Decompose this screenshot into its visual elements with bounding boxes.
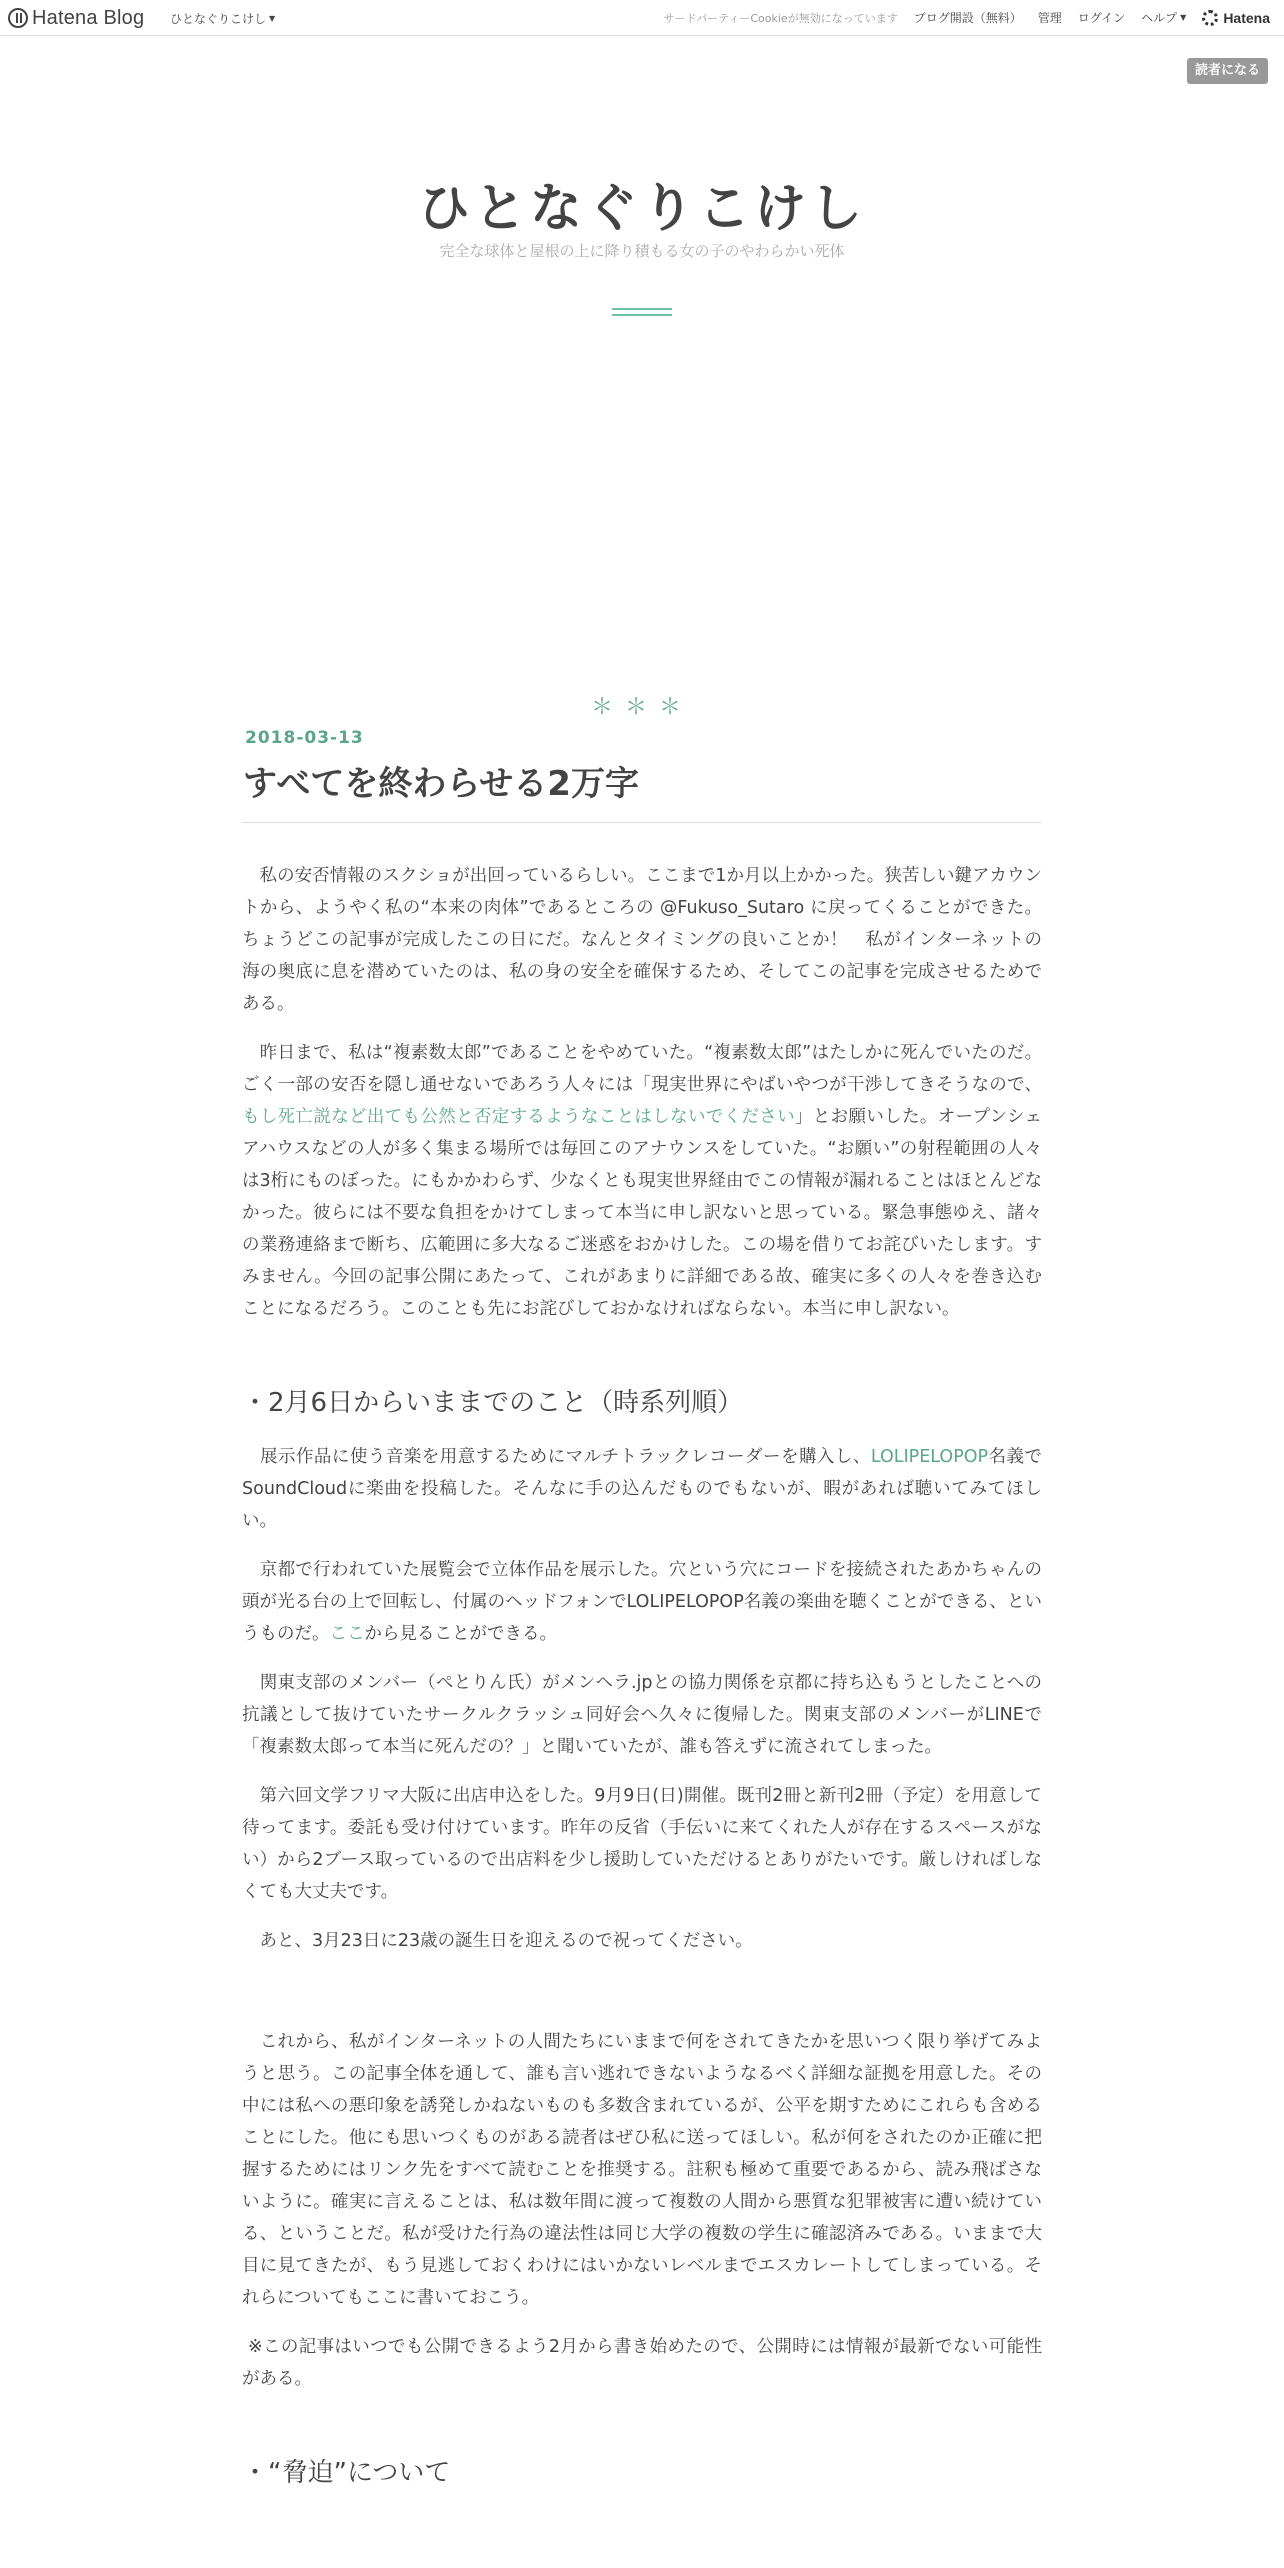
hatena-dots-icon <box>1202 10 1218 26</box>
here-link[interactable]: ここ <box>329 1624 365 1644</box>
paragraph-text: 展示作品に使う音楽を用意するためにマルチトラックレコーダーを購入し、 <box>259 1447 871 1467</box>
caret-down-icon: ▼ <box>1180 13 1187 22</box>
entry-date[interactable]: 2018-03-13 <box>245 728 364 748</box>
entry-content <box>242 860 1042 2511</box>
paragraph <box>242 1667 1042 1763</box>
hatena-menu[interactable] <box>1202 10 1270 26</box>
blog-name-label: ひとなぐりこけし <box>170 12 267 26</box>
paragraph-text: あと、3月23日に23歳の誕生日を迎えるので祝ってください。 <box>259 1931 753 1951</box>
title-divider <box>612 308 672 316</box>
paragraph <box>242 1554 1042 1650</box>
paragraph-text: 昨日まで、私は“複素数太郎”であることをやめていた。“複素数太郎”はたしかに死んでいたのだ。ごく一部の安否を隠し通せないであろう人々には「現実世界にやばいやつが干渉してきそうなので、 <box>242 1043 1043 1095</box>
header-right-menu <box>647 9 1270 26</box>
spacer <box>242 1974 1042 2026</box>
paragraph-text: から見ることができる。 <box>364 1624 557 1644</box>
start-blog-link[interactable]: ブログ開設（無料） <box>913 11 1022 25</box>
admin-link[interactable]: 管理 <box>1037 11 1062 25</box>
login-link[interactable]: ログイン <box>1077 11 1126 25</box>
lolipelopop-link[interactable]: LOLIPELOPOP <box>870 1447 989 1467</box>
entry-title-divider <box>242 822 1042 823</box>
paragraph <box>242 860 1042 1020</box>
paragraph-text: 京都で行われていた展覧会で立体作品を展示した。穴という穴にコードを接続されたあかちゃんの頭が光る台の上で回転し、付属のヘッドフォンでLOLIPELOPOP名義の楽曲を聴くことができる、というものだ。 <box>242 1560 1043 1644</box>
entry-title[interactable]: すべてを終わらせる2万字 <box>243 764 639 804</box>
hatena-blog-logo[interactable] <box>8 6 144 30</box>
subscribe-button[interactable]: 読者になる <box>1187 58 1268 84</box>
paragraph-text: 名義でSoundCloudに楽曲を投稿した。そんなに手の込んだものでもないが、暇があれば聴いてみてほしい。 <box>242 1447 1043 1531</box>
help-label: ヘルプ <box>1141 11 1178 25</box>
blog-name-menu[interactable] <box>170 10 275 27</box>
hatena-blog-logo-icon <box>8 8 28 28</box>
hatena-label: Hatena <box>1223 9 1270 26</box>
hatena-blog-logo-text: Hatena Blog <box>32 6 145 29</box>
section-heading: ・“脅迫”について <box>242 2458 451 2488</box>
paragraph-text: 」とお願いした。オープンシェアハウスなどの人が多く集まる場所では毎回このアナウンスをしていた。“お願い”の射程範囲の人々は3桁にものぼった。にもかかわらず、少なくとも現実世界経由でこの情報が漏れることはほとんどなかった。彼らには不要な負担をかけてしまって本当に申し訳ないと思っている。緊急事態ゆえ、諸々の業務連絡まで断ち、広範囲に多大なるご迷惑をおかけした。この場を借りてお詫びいたします。すみません。今回の記事公開にあたって、これがあまりに詳細である故、確実に多くの人々を巻き込むことになるだろう。このことも先にお詫びしておかなければならない。本当に申し訳ない。 <box>242 1107 1042 1319</box>
caret-down-icon: ▼ <box>269 14 276 23</box>
paragraph-text: 関東支部のメンバー（ぺとりん氏）がメンヘラ.jpとの協力関係を京都に持ち込もうとしたことへの抗議として抜けていたサークルクラッシュ同好会へ久々に復帰した。関東支部のメンバーがLINEで「複素数太郎って本当に死んだの？」と聞いていたが、誰も答えずに流されてしまった。 <box>242 1673 1043 1757</box>
global-header <box>0 0 1284 36</box>
paragraph <box>242 1441 1042 1537</box>
section-heading: ・2月6日からいままでのこと（時系列順） <box>242 1388 744 1418</box>
paragraph <box>242 2026 1042 2314</box>
paragraph-text: これから、私がインターネットの人間たちにいままで何をされてきたかを思いつく限り挙げてみようと思う。この記事全体を通して、誰も言い逃れできないようなるべく詳細な証拠を用意した。その中には私への悪印象を誘発しかねないものも多数含まれているが、公平を期すためにこれらも含めることにした。他にも思いつくものがある読者はぜひ私に送ってほしい。私が何をされたのか正確に把握するためにはリンク先をすべて読むことを推奨する。註釈も極めて重要であるから、読み飛ばさないように。確実に言えることは、私は数年間に渡って複数の人間から悪質な犯罪被害に遭い続けている、ということだ。私が受けた行為の違法性は同じ大学の複数の学生に確認済みである。いままで大目に見てきたが、もう見逃しておくわけにはいかないレベルまでエスカレートしてしまっている。それらについてもここに書いておこう。 <box>242 2032 1043 2308</box>
paragraph-text: ※この記事はいつでも公開できるよう2月から書き始めたので、公開時には情報が最新でない可能性がある。 <box>242 2337 1042 2389</box>
entry-stars: ＊＊＊ <box>590 695 693 720</box>
blog-description: 完全な球体と屋根の上に降り積もる女の子のやわらかい死体 <box>439 242 845 260</box>
paragraph-text: 私の安否情報のスクショが出回っているらしい。ここまで1か月以上かかった。狭苦しい鍵アカウントから、ようやく私の“本来の肉体”であるところの @Fukuso_Sutaro に戻ってくることができた。ちょうどこの記事が完成したこの日にだ。なんとタイミングの良いことか！ 私がインターネットの海の奥底に息を潜めていたのは、私の身の安全を確保するため、そしてこの記事を完成させるためである。 <box>242 866 1043 1014</box>
blog-title[interactable]: ひとなぐりこけし <box>417 179 866 239</box>
request-link[interactable]: もし死亡説など出ても公然と否定するようなことはしないでください <box>242 1107 795 1127</box>
help-menu[interactable] <box>1141 9 1186 26</box>
paragraph <box>242 1037 1042 1325</box>
paragraph <box>242 1925 1042 1957</box>
paragraph <box>242 2331 1042 2395</box>
paragraph <box>242 1780 1042 1908</box>
cookie-notice: サードパーティーCookieが無効になっています <box>663 11 898 25</box>
paragraph-text: 第六回文学フリマ大阪に出店申込をした。9月9日(日)開催。既刊2冊と新刊2冊（予定）を用意して待ってます。委託も受け付けています。昨年の反省（手伝いに来てくれた人が存在するスペースがない）から2ブース取っているので出店料を少し援助していただけるとありがたいです。厳しければしなくても大丈夫です。 <box>242 1786 1043 1902</box>
